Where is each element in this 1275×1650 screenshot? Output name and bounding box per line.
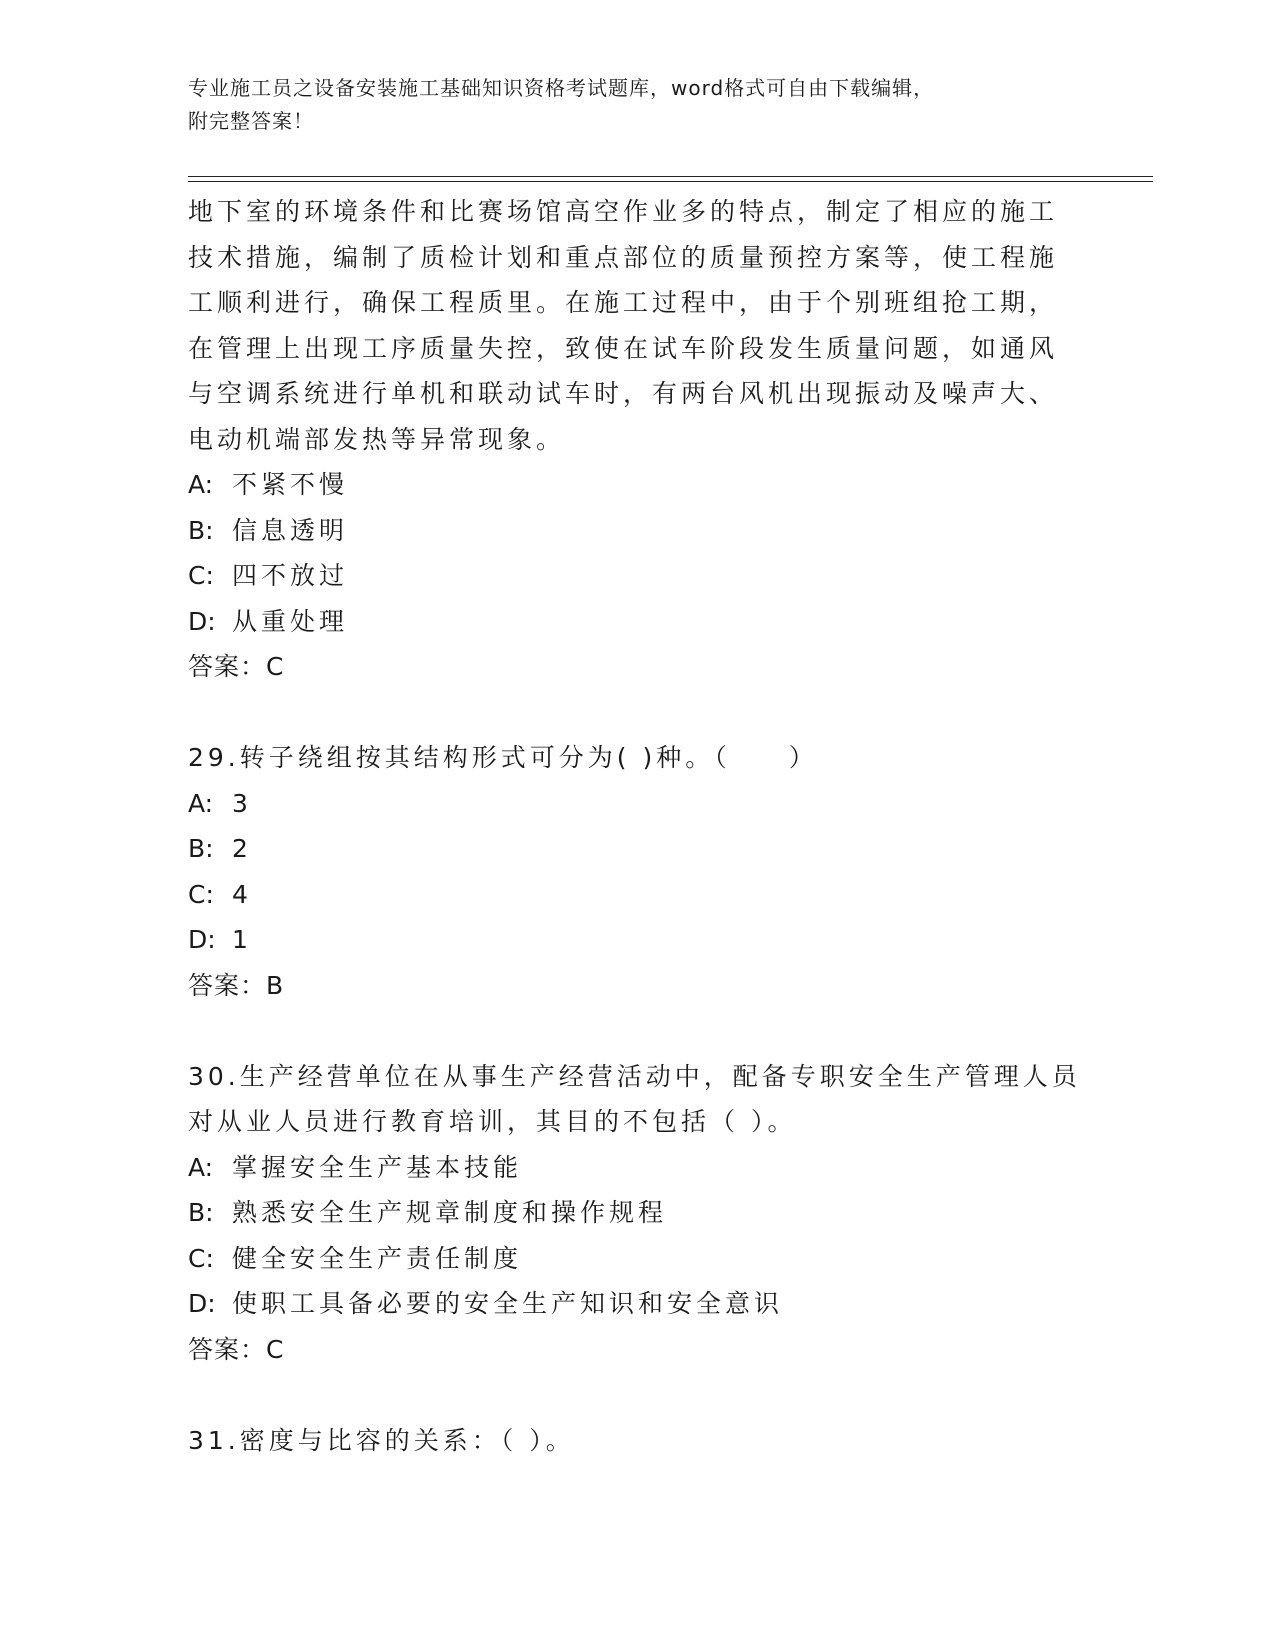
question-30: [188, 1054, 1088, 1373]
header-line-2: 附完整答案！: [188, 109, 314, 133]
question-text-line: 电动机端部发热等异常现象。: [188, 424, 566, 454]
spacer: [188, 690, 1088, 736]
question-text: 31.密度与比容的关系：（ ）。: [188, 1425, 575, 1455]
header-divider-bottom: [188, 181, 1153, 182]
option-d: D: 从重处理: [188, 606, 349, 636]
option-d: D: 1: [188, 925, 252, 954]
option-text: 3: [232, 788, 252, 818]
option-c: C: 健全安全生产责任制度: [188, 1243, 523, 1273]
option-text: 四不放过: [232, 561, 349, 590]
option-b: B: 2: [188, 834, 252, 863]
question-28-continued: [188, 189, 1088, 690]
question-text-line: 与空调系统进行单机和联动试车时，有两台风机出现振动及噪声大、: [188, 379, 1059, 408]
question-text-line: 对从业人员进行教育培训，其目的不包括（ ）。: [188, 1107, 797, 1136]
spacer: [188, 1008, 1088, 1054]
document-header: [188, 72, 1088, 138]
question-text-line: 在管理上出现工序质量失控，致使在试车阶段发生质量问题，如通风: [188, 333, 1059, 363]
document-body: [188, 189, 1088, 1463]
option-text: 4: [232, 879, 252, 909]
question-text-line: 工顺利进行，确保工程质里。在施工过程中，由于个别班组抢工期，: [188, 288, 1059, 317]
option-text: 熟悉安全生产规章制度和操作规程: [232, 1198, 668, 1227]
option-text: 1: [232, 925, 252, 954]
option-text: 2: [232, 834, 252, 863]
answer: 答案：C: [188, 1334, 285, 1364]
header-divider-top: [188, 176, 1153, 177]
option-c: C: 4: [188, 879, 252, 909]
option-d: D: 使职工具备必要的安全生产知识和安全意识: [188, 1289, 784, 1318]
option-text: 从重处理: [232, 606, 349, 636]
question-text-line: 技术措施，编制了质检计划和重点部位的质量预控方案等，使工程施: [188, 242, 1059, 272]
option-text: 掌握安全生产基本技能: [232, 1152, 523, 1182]
answer: 答案：C: [188, 652, 285, 681]
option-a: A: 不紧不慢: [188, 470, 349, 499]
option-a: A: 3: [188, 788, 252, 818]
option-text: 不紧不慢: [232, 470, 349, 499]
question-text-line: 30.生产经营单位在从事生产经营活动中，配备专职安全生产管理人员: [188, 1061, 1081, 1091]
spacer: [188, 1372, 1088, 1418]
question-text-line: 地下室的环境条件和比赛场馆高空作业多的特点，制定了相应的施工: [188, 197, 1059, 226]
answer: 答案：B: [188, 970, 285, 1000]
option-text: 健全安全生产责任制度: [232, 1243, 523, 1273]
header-line-1: 专业施工员之设备安装施工基础知识资格考试题库，word格式可自由下载编辑，: [188, 76, 935, 100]
question-31: [188, 1418, 1088, 1464]
option-a: A: 掌握安全生产基本技能: [188, 1152, 523, 1182]
option-text: 信息透明: [232, 515, 349, 545]
option-b: B: 信息透明: [188, 515, 349, 545]
question-29: [188, 735, 1088, 1008]
option-text: 使职工具备必要的安全生产知识和安全意识: [232, 1289, 784, 1318]
question-text: 29.转子绕组按其结构形式可分为( )种。（ ）: [188, 743, 818, 772]
option-b: B: 熟悉安全生产规章制度和操作规程: [188, 1198, 668, 1227]
option-c: C: 四不放过: [188, 561, 349, 590]
